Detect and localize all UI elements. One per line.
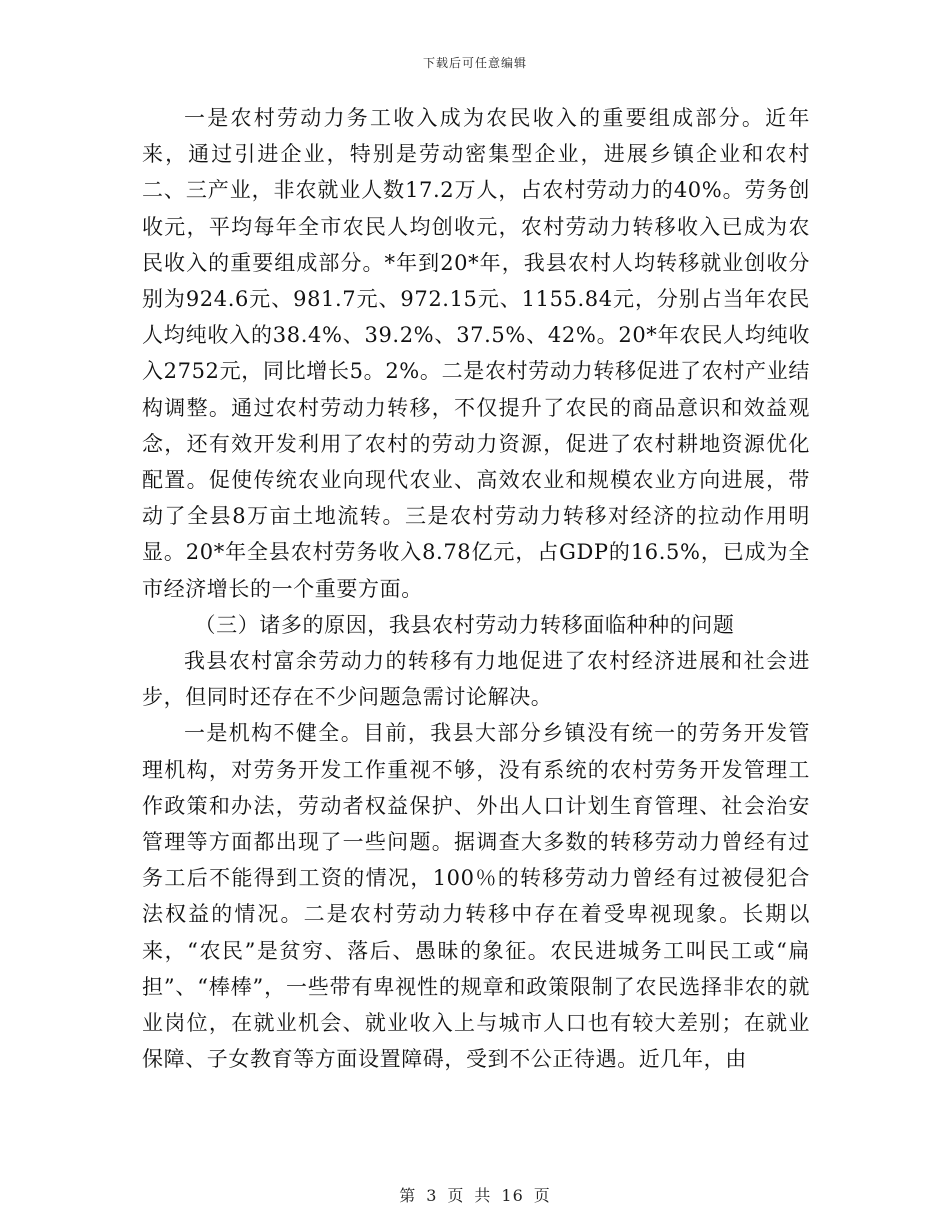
footer-ye2: 页 xyxy=(533,1186,551,1205)
footer-di: 第 xyxy=(399,1186,417,1205)
footer-ye: 页 xyxy=(447,1186,465,1205)
document-body xyxy=(142,100,810,1077)
footer-total-pages: 16 xyxy=(501,1186,524,1205)
paragraph-intro: 我县农村富余劳动力的转移有力地促进了农村经济进展和社会进步，但同时还存在不少问题急需讨论解决。 xyxy=(142,649,810,710)
section-heading: （三）诸多的原因，我县农村劳动力转移面临种种的问题 xyxy=(194,612,735,637)
footer-gong: 共 xyxy=(474,1186,492,1205)
paragraph-income: 一是农村劳动力务工收入成为农民收入的重要组成部分。近年来，通过引进企业，特别是劳动密集型企业，进展乡镇企业和农村二、三产业，非农就业人数17.2万人，占农村劳动力的40%。劳务创收元，平均每年全市农民人均创收元，农村劳动力转移收入已成为农民收入的重要组成部分。*年到20*年，我县农村人均转移就业创收分别为924.6元、981.7元、972.15元、1155.84元，分别占当年农民人均纯收入的38.4%、39.2%、37.5%、42%。20*年农民人均纯收入2752元，同比增长5。2%。二是农村劳动力转移促进了农村产业结构调整。通过农村劳动力转移，不仅提升了农民的商品意识和效益观念，还有效开发利用了农村的劳动力资源，促进了农村耕地资源优化配置。促使传统农业向现代农业、高效农业和规模农业方向进展，带动了全县8万亩土地流转。三是农村劳动力转移对经济的拉动作用明显。20*年全县农村劳务收入8.78亿元，占GDP的16.5%，已成为全市经济增长的一个重要方面。 xyxy=(142,106,810,601)
footer-page-number: 3 xyxy=(426,1186,438,1205)
page-footer xyxy=(0,1183,950,1206)
page-header-note: 下载后可任意编辑 xyxy=(422,56,527,70)
paragraph-problems: 一是机构不健全。目前，我县大部分乡镇没有统一的劳务开发管理机构，对劳务开发工作重视不够，没有系统的农村劳务开发管理工作政策和办法，劳动者权益保护、外出人口计划生育管理、社会治安管理等方面都出现了一些问题。据调查大多数的转移劳动力曾经有过务工后不能得到工资的情况，100％的转移劳动力曾经有过被侵犯合法权益的情况。二是农村劳动力转移中存在着受卑视现象。长期以来，“农民”是贫穷、落后、愚昧的象征。农民进城务工叫民工或“扁担”、“棒棒”，一些带有卑视性的规章和政策限制了农民选择非农的就业岗位，在就业机会、就业收入上与城市人口也有较大差别；在就业保障、子女教育等方面设置障碍，受到不公正待遇。近几年，由 xyxy=(142,721,810,1072)
